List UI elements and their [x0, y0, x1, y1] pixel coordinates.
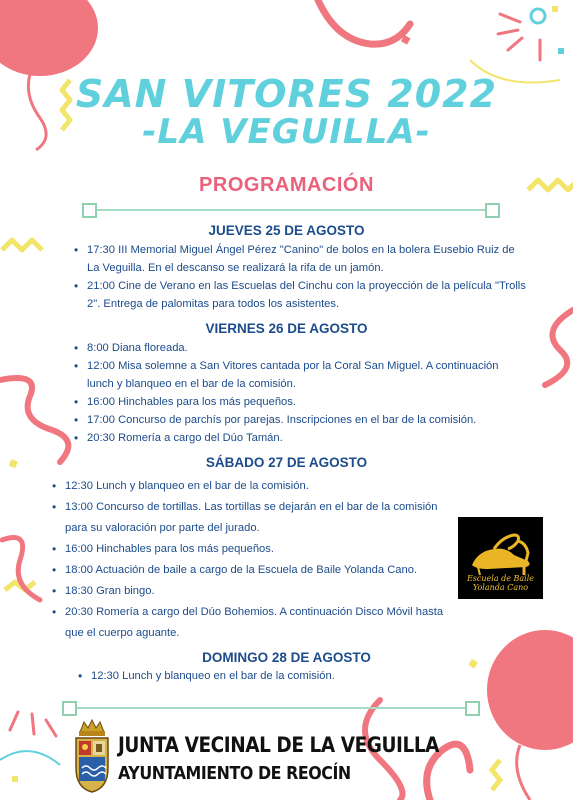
list-item: • 16:00 Hinchables para los más pequeños. [52, 539, 452, 560]
section-title: PROGRAMACIÓN [199, 174, 374, 196]
day-heading: VIERNES 26 DE AGOSTO [205, 321, 368, 336]
day-heading: DOMINGO 28 DE AGOSTO [202, 650, 371, 665]
list-item: • 16:00 Hinchables para los más pequeños. [74, 393, 526, 411]
list-item: • 12:30 Lunch y blanqueo en el bar de la comisión. [78, 667, 498, 685]
divider-endpoint [485, 203, 500, 218]
list-item: • 18:00 Actuación de baile a cargo de la Escuela de Baile Yolanda Cano. [52, 560, 452, 581]
coat-of-arms-icon [70, 718, 114, 794]
list-item: • 17:30 III Memorial Miguel Ángel Pérez "Canino" de bolos en la bolera Eusebio Ruiz de La Veguilla. En el descanso se realizará la rifa de un jamón. [74, 241, 526, 277]
list-item: • 13:00 Concurso de tortillas. Las tortillas se dejarán en el bar de la comisión para su valoración por parte del jurado. [52, 497, 452, 539]
day-schedule [74, 241, 526, 313]
day-schedule [78, 667, 498, 685]
confetti-icon [318, 0, 410, 44]
shoe-icon [458, 521, 543, 581]
footer-title: JUNTA VECINAL DE LA VEGUILLA [118, 733, 440, 757]
confetti-icon [10, 712, 56, 736]
list-item: • 17:00 Concurso de parchís por parejas. Inscripciones en el bar de la comisión. [74, 411, 526, 429]
badge-line1: Escuela de Baile [466, 574, 535, 583]
list-item: • 8:00 Diana floreada. [74, 339, 526, 357]
divider-endpoint [82, 203, 97, 218]
list-item: • 20:30 Romería a cargo del Dúo Bohemios. A continuación Disco Móvil hasta que el cuerpo aguante. [52, 602, 452, 644]
divider-endpoint [465, 701, 480, 716]
list-item: • 21:00 Cine de Verano en las Escuelas del Cinchu con la proyección de la película "Trolls 2". Entrega de palomitas para todos los asistentes. [74, 277, 526, 313]
divider-endpoint [62, 701, 77, 716]
event-subtitle: -LA VEGUILLA- [142, 112, 431, 152]
day-schedule [52, 476, 452, 644]
list-item: • 18:30 Gran bingo. [52, 581, 452, 602]
day-schedule [74, 339, 526, 447]
list-item: • 12:00 Misa solemne a San Vitores cantada por la Coral San Miguel. A continuación lunch y blanqueo en el bar de la comisión. [74, 357, 526, 393]
event-title: SAN VITORES 2022 [75, 72, 498, 116]
divider [92, 209, 490, 211]
badge-line2: Yolanda Cano [472, 583, 529, 592]
list-item: • 20:30 Romería a cargo del Dúo Tamán. [74, 429, 526, 447]
day-heading: JUEVES 25 DE AGOSTO [208, 223, 365, 238]
confetti-icon [2, 240, 42, 250]
list-item: • 12:30 Lunch y blanqueo en el bar de la comisión. [52, 476, 452, 497]
dance-school-logo [458, 517, 543, 599]
footer-subtitle: AYUNTAMIENTO DE REOCÍN [118, 763, 351, 784]
confetti-icon [0, 378, 68, 462]
day-heading: SÁBADO 27 DE AGOSTO [205, 455, 368, 470]
divider [72, 707, 470, 709]
